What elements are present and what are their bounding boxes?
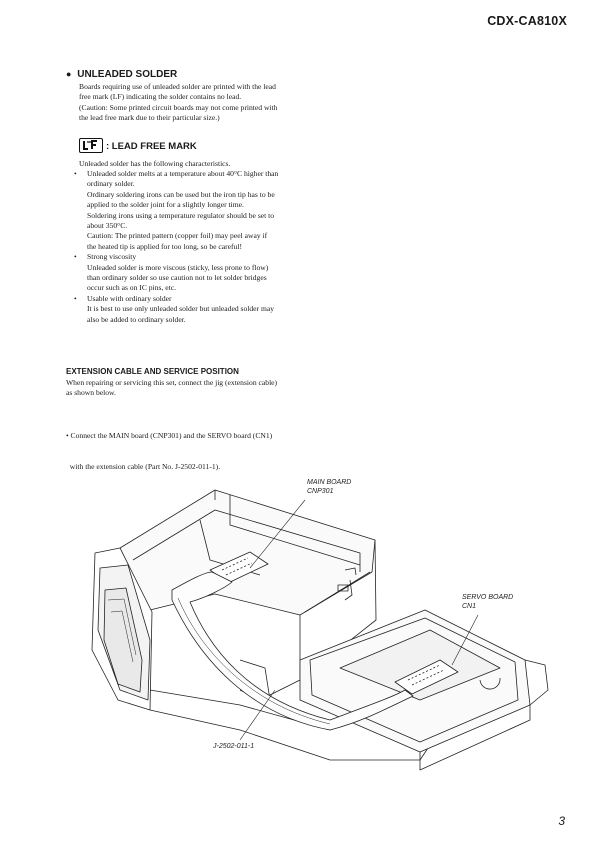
- model-number: CDX-CA810X: [487, 14, 567, 28]
- text-line: the lead free mark due to their particular size.): [79, 113, 220, 123]
- text-line: applied to the solder joint for a slightly longer time.: [87, 200, 244, 210]
- lead-free-mark-heading: : LEAD FREE MARK: [106, 141, 197, 152]
- bullet-dot: •: [74, 252, 77, 262]
- bullet-dot: •: [74, 169, 77, 178]
- text-line: with the extension cable (Part No. J-2502-011-1).: [66, 462, 221, 472]
- text-line: It is best to use only unleaded solder but unleaded solder may: [87, 304, 275, 314]
- text-line: about 350°C.: [87, 221, 128, 231]
- main-board-callout: [307, 478, 351, 496]
- text-line: also be added to ordinary solder.: [87, 314, 186, 324]
- bullet-dot: •: [74, 293, 77, 303]
- text-line: Usable with ordinary solder: [87, 293, 172, 303]
- page-number: 3: [558, 814, 565, 828]
- cable-part-callout: J-2502-011-1: [213, 743, 255, 750]
- text-line: When repairing or servicing this set, connect the jig (extension cable): [66, 378, 278, 387]
- text-line: Ordinary soldering irons can be used but the iron tip has to be: [87, 189, 275, 199]
- callout-line: CN1: [462, 603, 477, 610]
- text-line: Caution: The printed pattern (copper foil) may peel away if: [87, 231, 268, 241]
- callout-line: SERVO BOARD: [462, 594, 514, 601]
- text-line: Unleaded solder is more viscous (sticky, less prone to flow): [87, 262, 269, 272]
- text-line: ordinary solder.: [87, 179, 135, 189]
- text-line: occur such as on IC pins, etc.: [87, 283, 176, 293]
- text-line: Soldering irons using a temperature regulator should be set to: [87, 210, 275, 220]
- text-line: Boards requiring use of unleaded solder are printed with the lead: [79, 82, 276, 91]
- text-line: the heated tip is applied for too long, so be careful!: [87, 241, 242, 251]
- lead-free-intro: Unleaded solder has the following characteristics.: [79, 159, 231, 168]
- text-line: (Caution: Some printed circuit boards may not come printed with: [79, 102, 278, 112]
- text-line: as shown below.: [66, 388, 116, 398]
- callout-line: CNP301: [307, 488, 334, 495]
- servo-board-callout: [462, 593, 513, 611]
- text-line: Strong viscosity: [87, 252, 137, 262]
- unleaded-solder-title: UNLEADED SOLDER: [77, 69, 178, 80]
- text-line: free mark (LF) indicating the solder contains no lead.: [79, 92, 242, 102]
- callout-line: MAIN BOARD: [307, 479, 352, 486]
- text-line: than ordinary solder so use caution not to let solder bridges: [87, 273, 267, 283]
- text-line: Unleaded solder melts at a temperature about 40°C higher than: [87, 169, 279, 178]
- bullet-icon: ●: [66, 69, 72, 79]
- extension-cable-heading: EXTENSION CABLE AND SERVICE POSITION: [66, 367, 239, 376]
- text-line: • Connect the MAIN board (CNP301) and the SERVO board (CN1): [66, 430, 273, 440]
